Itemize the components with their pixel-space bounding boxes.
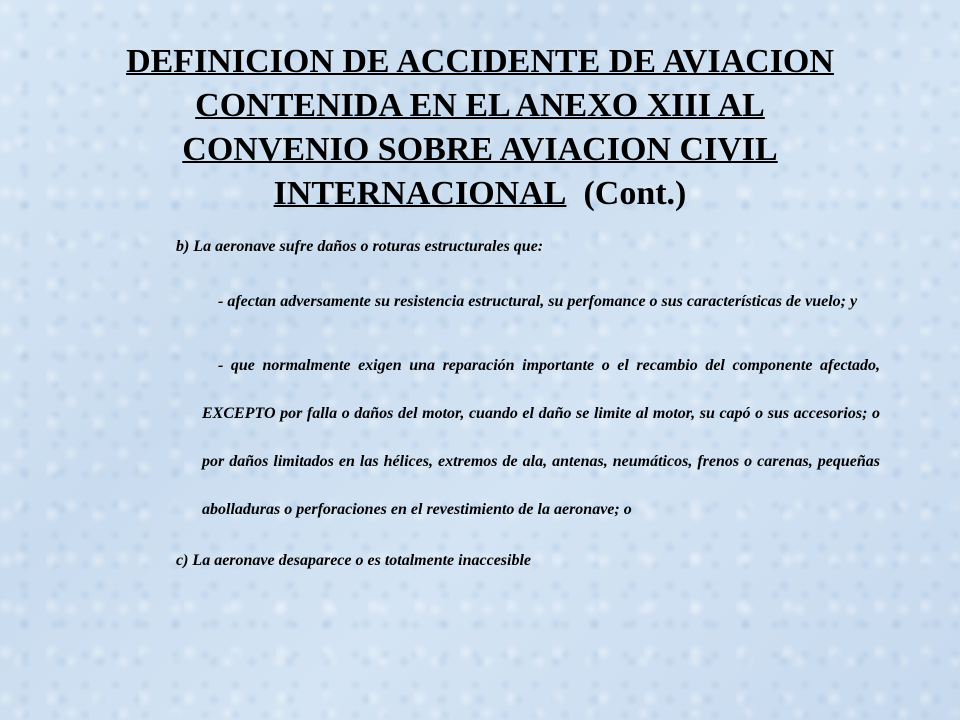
item-c: c) La aeronave desaparece o es totalmente inaccesible xyxy=(176,552,532,569)
sub-item-2 xyxy=(202,342,880,534)
sub-item-1-text: - afectan adversamente su resistencia estructural, su perfomance o sus características de vuelo; y xyxy=(218,293,858,310)
sub-item-2-text: - que normalmente exigen una reparación importante o el recambio del componente afectado, EXCEPTO por falla o daños del motor, cuando el daño se limite al motor, su capó o sus accesorios; o por daños limitados en las hélices, extremos de ala, antenas, neumáticos, frenos o carenas, pequeñas abolladuras o perforaciones en el revestimiento de la aeronave; o xyxy=(202,357,880,518)
slide-title xyxy=(60,40,900,216)
title-line-1: DEFINICION DE ACCIDENTE DE AVIACION xyxy=(126,43,834,80)
title-line-4-suffix: (Cont.) xyxy=(583,175,687,212)
title-line-3: CONVENIO SOBRE AVIACION CIVIL xyxy=(182,131,778,168)
slide-body xyxy=(176,232,880,576)
item-b: b) La aeronave sufre daños o roturas estructurales que: xyxy=(176,238,544,255)
sub-item-1 xyxy=(202,278,880,326)
title-line-2: CONTENIDA EN EL ANEXO XIII AL xyxy=(195,87,765,124)
title-line-4-underlined: INTERNACIONAL xyxy=(273,175,567,212)
